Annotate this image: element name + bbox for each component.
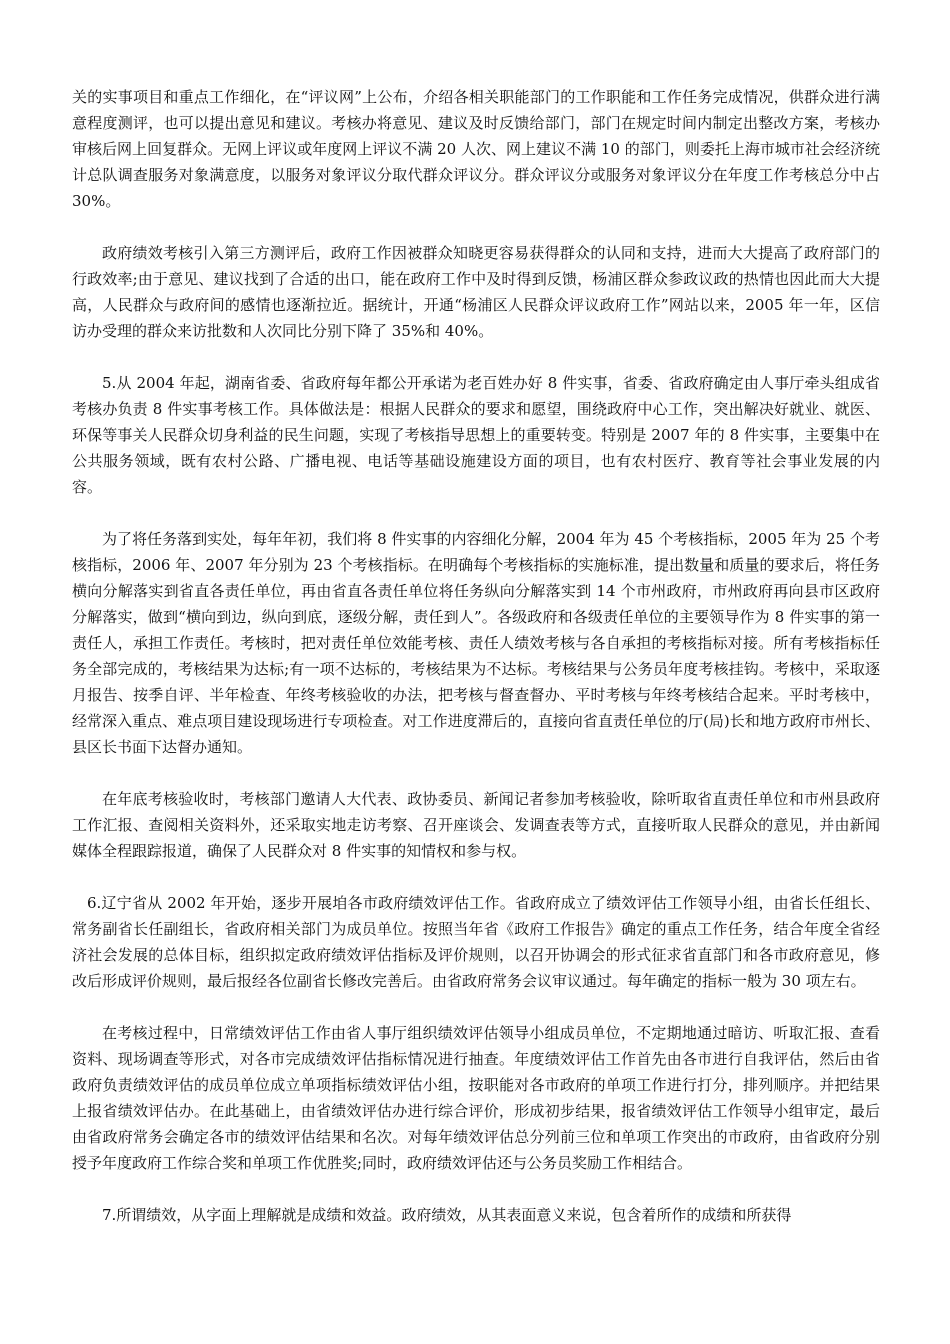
paragraph: 在年底考核验收时，考核部门邀请人大代表、政协委员、新闻记者参加考核验收，除听取省直责任单位和市州县政府工作汇报、查阅相关资料外，还采取实地走访考察、召开座谈会、发调查表等方式，直接听取人民群众的意见，并由新闻媒体全程跟踪报道，确保了人民群众对 8 件实事的知情权和参与权。 bbox=[72, 790, 880, 860]
paragraph-continued: 关的实事项目和重点工作细化，在“评议网”上公布，介绍各相关职能部门的工作职能和工作任务完成情况，供群众进行满意程度测评，也可以提出意见和建议。考核办将意见、建议及时反馈给部门，部门在规定时间内制定出整改方案，考核办审核后网上回复群众。无网上评议或年度网上评议不满 20 人次、网上建议不满 10 的部门，则委托上海市城市社会经济统计总队调查服务对象满意度，以服务对象评议分取代群众评议分。群众评议分或服务对象评议分在年度工作考核总分中占 30%。 bbox=[72, 88, 880, 210]
paragraph: 政府绩效考核引入第三方测评后，政府工作因被群众知晓更容易获得群众的认同和支持，进而大大提高了政府部门的行政效率;由于意见、建议找到了合适的出口，能在政府工作中及时得到反馈，杨浦区群众参政议政的热情也因此而大大提高，人民群众与政府间的感情也逐渐拉近。据统计，开通“杨浦区人民群众评议政府工作”网站以来，2005 年一年，区信访办受理的群众来访批数和人次同比分别下降了 35%和 40%。 bbox=[72, 244, 880, 340]
document-page bbox=[72, 84, 880, 1254]
paragraph-item-5: 5.从 2004 年起，湖南省委、省政府每年都公开承诺为老百姓办好 8 件实事，省委、省政府确定由人事厅牵头组成省考核办负责 8 件实事考核工作。具体做法是：根据人民群众的要求和愿望，围绕政府中心工作，突出解决好就业、就医、环保等事关人民群众切身利益的民生问题，实现了考核指导思想上的重要转变。特别是 2007 年的 8 件实事，主要集中在公共服务领域，既有农村公路、广播电视、电话等基础设施建设方面的项目，也有农村医疗、教育等社会事业发展的内容。 bbox=[72, 374, 880, 496]
paragraph: 在考核过程中，日常绩效评估工作由省人事厅组织绩效评估领导小组成员单位，不定期地通过暗访、听取汇报、查看资料、现场调查等形式，对各市完成绩效评估指标情况进行抽查。年度绩效评估工作首先由各市进行自我评估，然后由省政府负责绩效评估的成员单位成立单项指标绩效评估小组，按职能对各市政府的单项工作进行打分，排列顺序。并把结果上报省绩效评估办。在此基础上，由省绩效评估办进行综合评价，形成初步结果，报省绩效评估工作领导小组审定，最后由省政府常务会确定各市的绩效评估结果和名次。对每年绩效评估总分列前三位和单项工作突出的市政府，由省政府分别授予年度政府工作综合奖和单项工作优胜奖;同时，政府绩效评估还与公务员奖励工作相结合。 bbox=[72, 1024, 880, 1172]
paragraph-item-6: 6.辽宁省从 2002 年开始，逐步开展垍各市政府绩效评估工作。省政府成立了绩效评估工作领导小组，由省长任组长、常务副省长任副组长，省政府相关部门为成员单位。按照当年省《政府工作报告》确定的重点工作任务，结合年度全省经济社会发展的总体目标，组织拟定政府绩效评估指标及评价规则，以召开协调会的形式征求省直部门和各市政府意见，修改后形成评价规则，最后报经各位副省长修改完善后。由省政府常务会议审议通过。每年确定的指标一般为 30 项左右。 bbox=[72, 894, 880, 990]
paragraph-item-7: 7.所谓绩效，从字面上理解就是成绩和效益。政府绩效，从其表面意义来说，包含着所作的成绩和所获得 bbox=[102, 1206, 792, 1224]
paragraph: 为了将任务落到实处，每年年初，我们将 8 件实事的内容细化分解，2004 年为 45 个考核指标，2005 年为 25 个考核指标，2006 年、2007 年分别为 23 个考核指标。在明确每个考核指标的实施标准，提出数量和质量的要求后，将任务横向分解落实到省直各责任单位，再由省直各责任单位将任务纵向分解落实到 14 个市州政府，市州政府再向县市区政府分解落实，做到“横向到边，纵向到底，逐级分解，责任到人”。各级政府和各级责任单位的主要领导作为 8 件实事的第一责任人，承担工作责任。考核时，把对责任单位效能考核、责任人绩效考核与各自承担的考核指标对接。所有考核指标任务全部完成的，考核结果为达标;有一项不达标的，考核结果为不达标。考核结果与公务员年度考核挂钩。考核中，采取逐月报告、按季自评、半年检查、年终考核验收的办法，把考核与督查督办、平时考核与年终考核结合起来。平时考核中，经常深入重点、难点项目建设现场进行专项检查。对工作进度滞后的，直接向省直责任单位的厅(局)长和地方政府市州长、县区长书面下达督办通知。 bbox=[72, 530, 881, 756]
